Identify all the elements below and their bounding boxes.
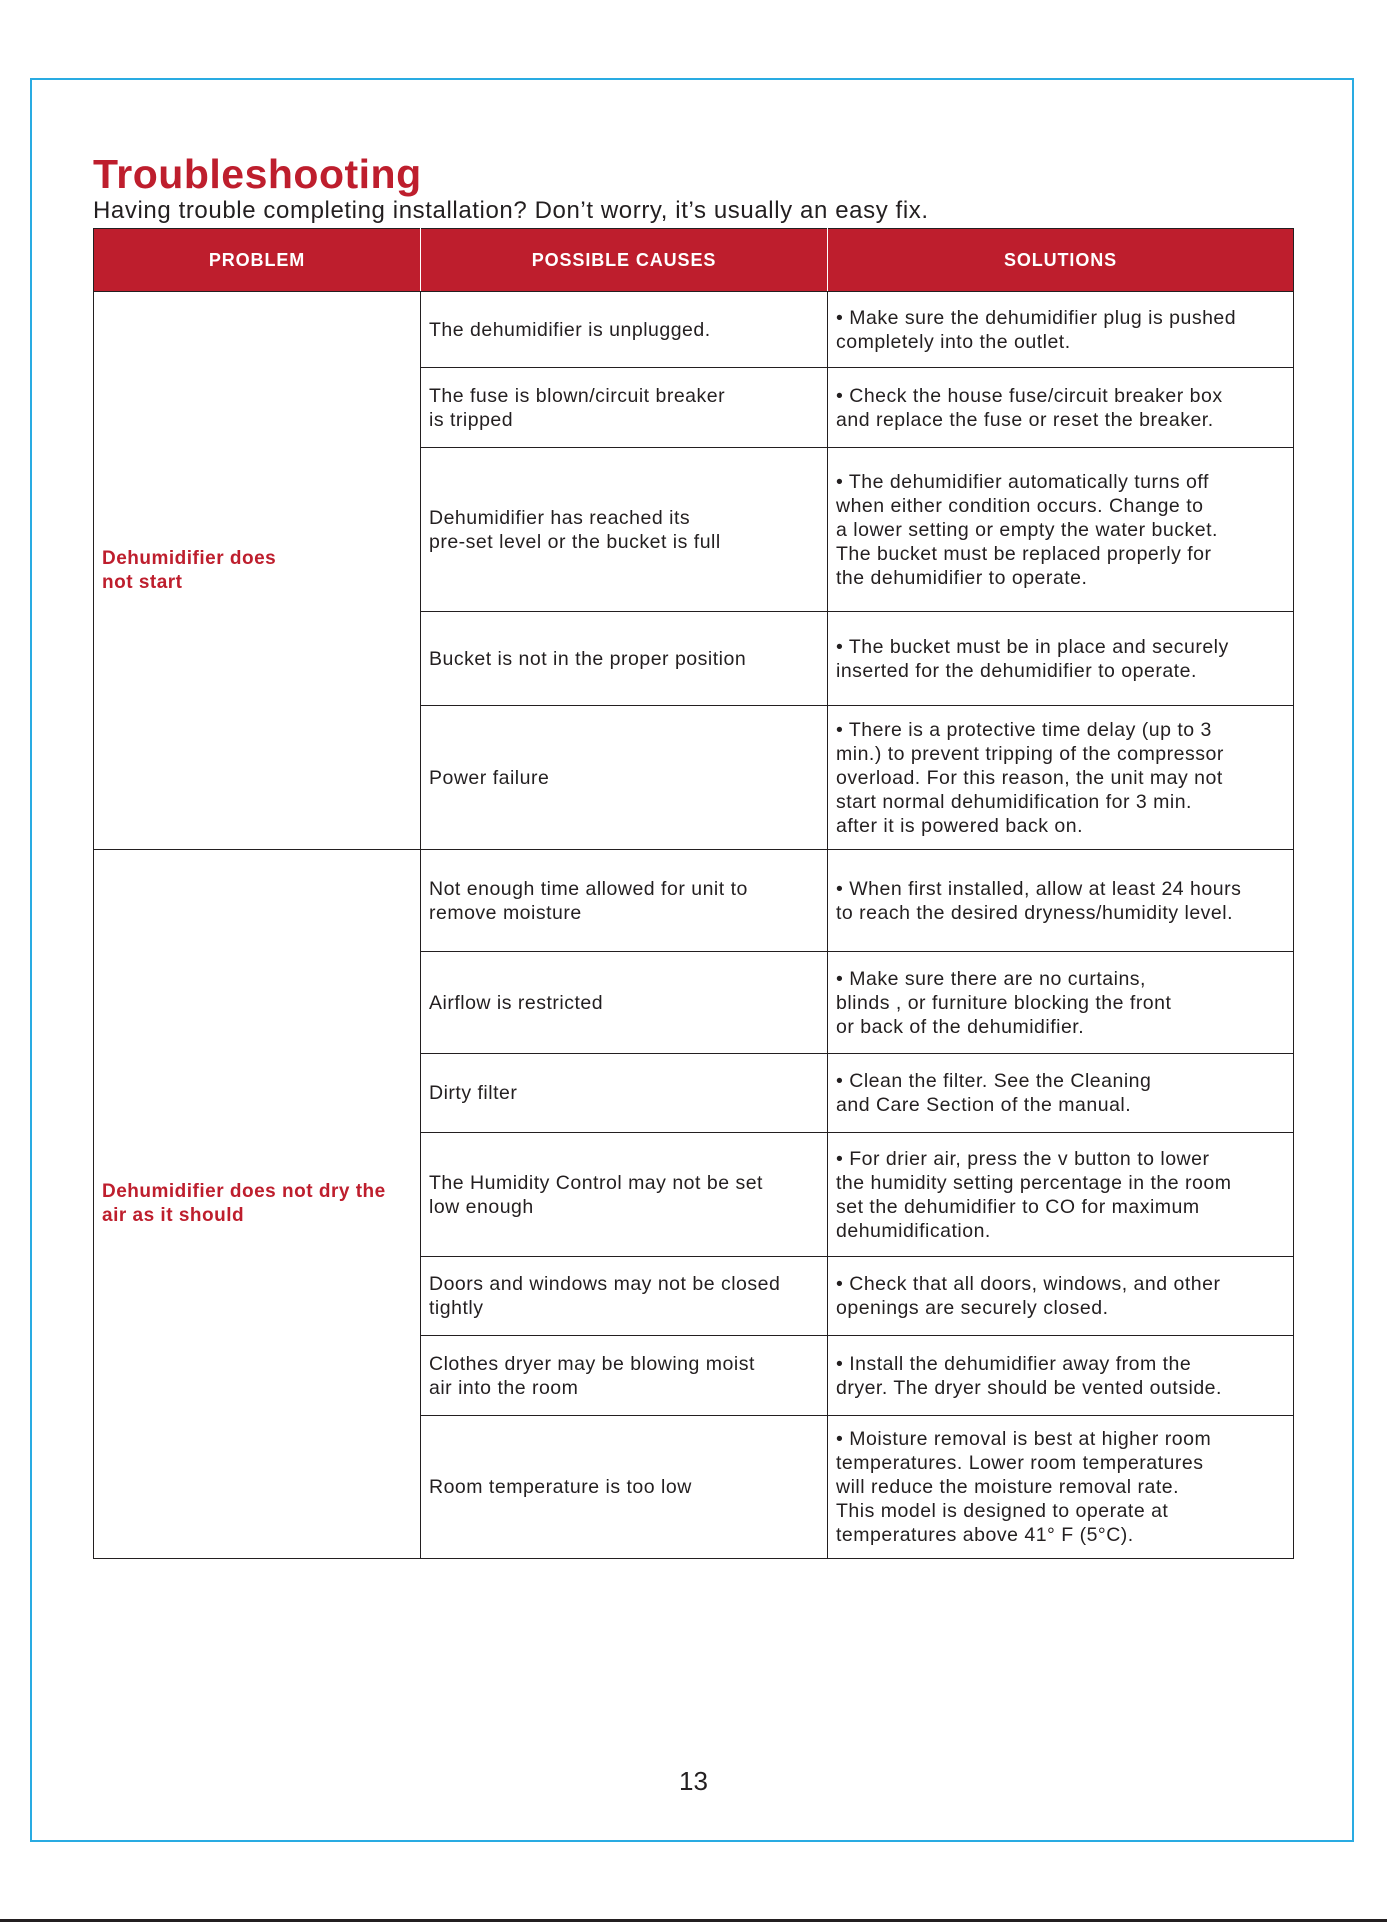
table-row xyxy=(94,850,1294,952)
solution-cell: • Check the house fuse/circuit breaker box and replace the fuse or reset the breaker. xyxy=(828,368,1294,448)
cause-cell: Doors and windows may not be closed tightly xyxy=(421,1257,828,1336)
solution-cell: • The dehumidifier automatically turns off when either condition occurs. Change to a lower setting or empty the water bucket. The bucket must be replaced properly for the dehumidifier to operate. xyxy=(828,448,1294,612)
cause-cell: The fuse is blown/circuit breaker is tripped xyxy=(421,368,828,448)
cause-cell: Room temperature is too low xyxy=(421,1416,828,1559)
cause-cell: Bucket is not in the proper position xyxy=(421,612,828,706)
cause-cell: Airflow is restricted xyxy=(421,952,828,1054)
solution-cell: • Moisture removal is best at higher room temperatures. Lower room temperatures will reduce the moisture removal rate. This model is designed to operate at temperatures above 41° F (5°C). xyxy=(828,1416,1294,1559)
solution-cell: • When first installed, allow at least 24 hours to reach the desired dryness/humidity level. xyxy=(828,850,1294,952)
table-header-row xyxy=(94,229,1294,292)
cause-cell: The dehumidifier is unplugged. xyxy=(421,292,828,368)
header-possible-causes: POSSIBLE CAUSES xyxy=(421,229,828,292)
solution-cell: • Clean the filter. See the Cleaning and Care Section of the manual. xyxy=(828,1054,1294,1133)
cause-cell: The Humidity Control may not be set low enough xyxy=(421,1133,828,1257)
header-problem: PROBLEM xyxy=(94,229,421,292)
cause-cell: Dehumidifier has reached its pre-set level or the bucket is full xyxy=(421,448,828,612)
cause-cell: Power failure xyxy=(421,706,828,850)
solution-cell: • Check that all doors, windows, and other openings are securely closed. xyxy=(828,1257,1294,1336)
page-title: Troubleshooting xyxy=(93,151,422,197)
page-subtitle: Having trouble completing installation? Don’t worry, it’s usually an easy fix. xyxy=(93,197,929,224)
solution-cell: • Install the dehumidifier away from the dryer. The dryer should be vented outside. xyxy=(828,1336,1294,1416)
solution-cell: • Make sure there are no curtains, blinds , or furniture blocking the front or back of the dehumidifier. xyxy=(828,952,1294,1054)
cause-cell: Not enough time allowed for unit to remove moisture xyxy=(421,850,828,952)
solution-cell: • Make sure the dehumidifier plug is pushed completely into the outlet. xyxy=(828,292,1294,368)
troubleshooting-table xyxy=(93,228,1294,1559)
table-row xyxy=(94,292,1294,368)
cause-cell: Clothes dryer may be blowing moist air into the room xyxy=(421,1336,828,1416)
page-number: 13 xyxy=(679,1766,708,1796)
solution-cell: • The bucket must be in place and securely inserted for the dehumidifier to operate. xyxy=(828,612,1294,706)
header-solutions: SOLUTIONS xyxy=(828,229,1294,292)
problem-cell: Dehumidifier does not dry the air as it should xyxy=(94,850,421,1559)
solution-cell: • There is a protective time delay (up to 3 min.) to prevent tripping of the compressor overload. For this reason, the unit may not start normal dehumidification for 3 min. after it is powered back on. xyxy=(828,706,1294,850)
solution-cell: • For drier air, press the v button to lower the humidity setting percentage in the room set the dehumidifier to CO for maximum dehumidification. xyxy=(828,1133,1294,1257)
cause-cell: Dirty filter xyxy=(421,1054,828,1133)
problem-cell: Dehumidifier does not start xyxy=(94,292,421,850)
